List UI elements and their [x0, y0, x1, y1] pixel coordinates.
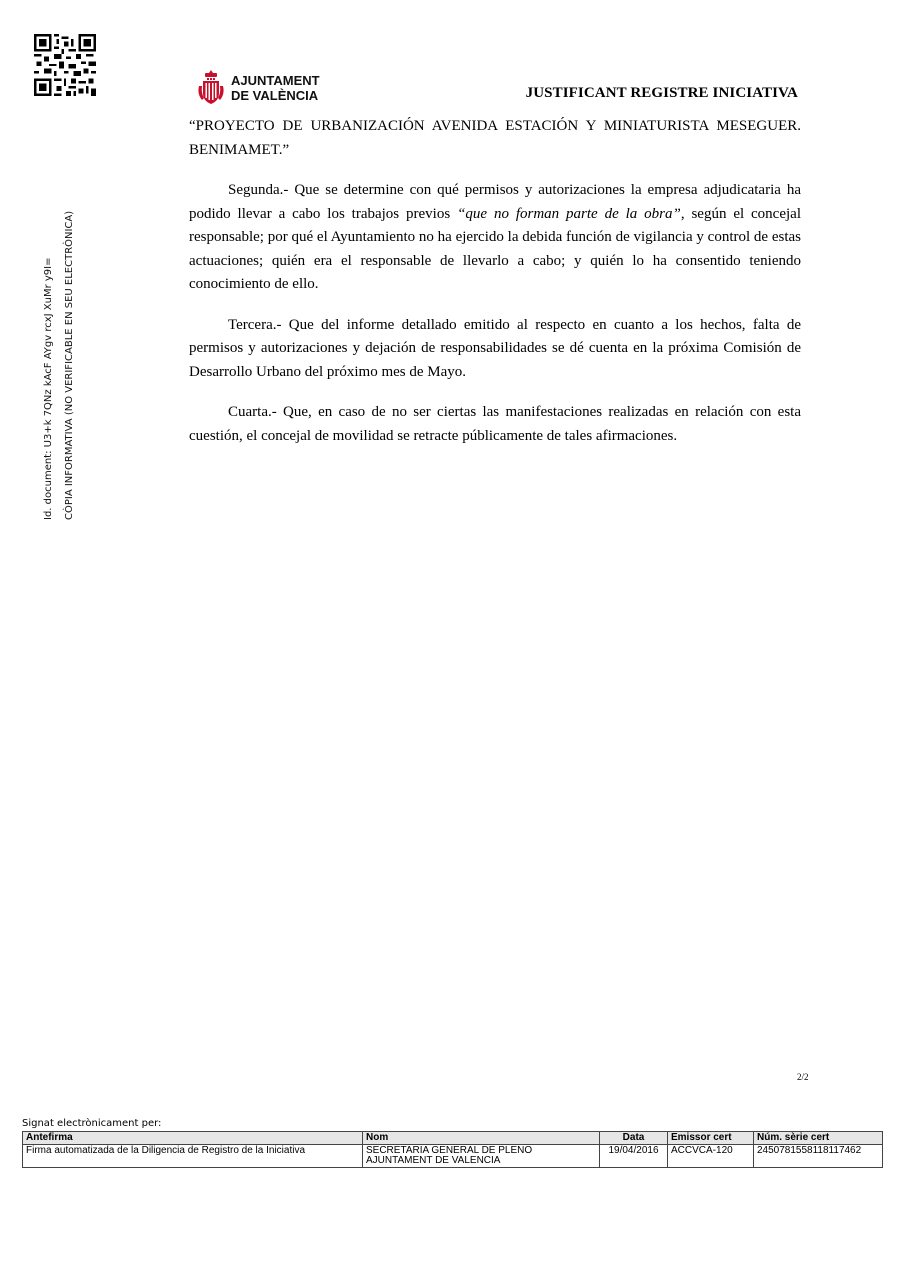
- ajuntament-logo: [196, 68, 320, 108]
- paragraph-cuarta: Cuarta.- Que, en caso de no ser ciertas las manifestaciones realizadas en relación con esta cuestión, el concejal de movilidad se retracte públicamente de tales afirmaciones.: [189, 404, 801, 444]
- paragraph-segunda-text-2: , según el concejal responsable; por qué el Ayuntamiento no ha ejercido la debida función de vigilancia y control de estas actuaciones; quién era el responsable de llevarlo a cabo; y quién lo ha consentido teniendo conocimiento de ello.: [189, 205, 801, 292]
- cell-nom: [363, 1145, 600, 1168]
- document-body: [189, 115, 801, 465]
- logo-line-1: AJUNTAMENT: [231, 73, 320, 88]
- document-title: JUSTIFICANT REGISTRE INICIATIVA: [525, 85, 798, 101]
- signature-caption: Signat electrònicament per:: [22, 1118, 162, 1129]
- header-emissor-cert: Emissor cert: [668, 1132, 754, 1145]
- informative-copy-notice: CÒPIA INFORMATIVA (NO VERIFICABLE EN SEU ELECTRÒNICA): [64, 210, 75, 520]
- paragraph-segunda: [189, 179, 801, 297]
- cell-nom-line-2: AJUNTAMENT DE VALENCIA: [366, 1155, 501, 1166]
- cell-emissor-cert: ACCVCA-120: [668, 1145, 754, 1168]
- header-data: Data: [600, 1132, 668, 1145]
- document-id: Id. document: U3+k 7QNz kAcF AYgv rcxJ XuMr y9I=: [43, 257, 54, 520]
- header-nom: Nom: [363, 1132, 600, 1145]
- signature-table-header-row: [23, 1132, 883, 1145]
- cell-num-serie-cert: 2450781558118117462: [754, 1145, 883, 1168]
- table-row: [23, 1145, 883, 1168]
- paragraph-segunda-text-1: Segunda.- Que se determine con qué permisos y autorizaciones la empresa adjudicataria ha podido llevar a cabo los trabajos previos: [189, 182, 801, 222]
- cell-data: 19/04/2016: [600, 1145, 668, 1168]
- project-title-quote: “PROYECTO DE URBANIZACIÓN AVENIDA ESTACIÓN Y MINIATURISTA MESEGUER. BENIMAMET.”: [189, 118, 801, 158]
- cell-nom-line-1: SECRETARIA GENERAL DE PLENO: [366, 1145, 533, 1156]
- cell-antefirma: Firma automatizada de la Diligencia de Registro de la Iniciativa: [23, 1145, 363, 1168]
- side-document-info: [38, 211, 80, 520]
- header-antefirma: Antefirma: [23, 1132, 363, 1145]
- city-crest-icon: [196, 68, 226, 108]
- signature-table: [22, 1131, 883, 1168]
- paragraph-tercera: Tercera.- Que del informe detallado emitido al respecto en cuanto a los hechos, falta de permisos y autorizaciones y dejación de responsabilidades se dé cuenta en la próxima Comisión de Desarrollo Urbano del próximo mes de Mayo.: [189, 316, 801, 380]
- paragraph-segunda-italic-quote: “que no forman parte de la obra”: [457, 205, 681, 222]
- qr-code: [34, 34, 96, 96]
- header-num-serie-cert: Núm. sèrie cert: [754, 1132, 883, 1145]
- logo-line-2: DE VALÈNCIA: [231, 88, 319, 103]
- page-number: 2/2: [797, 1072, 809, 1082]
